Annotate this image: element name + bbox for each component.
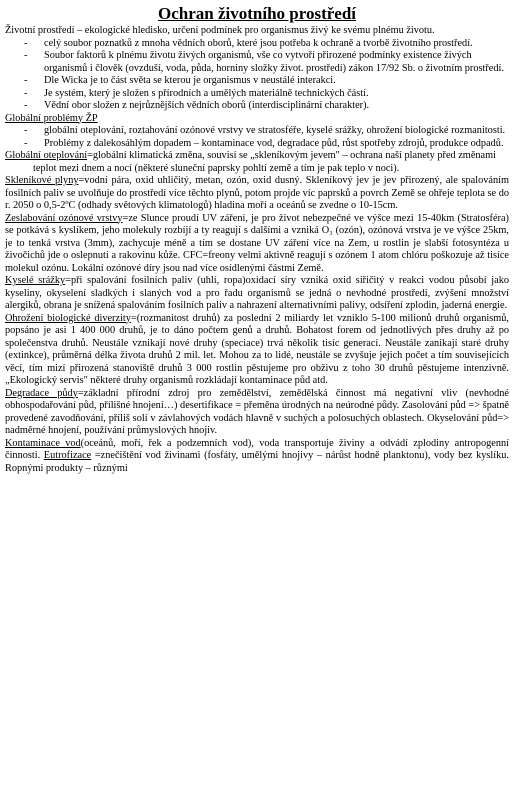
section-soil-degradation: Degradace půdy=základní přírodní zdroj pro zemědělství, zemědělská činnost má negativní vliv (nevhodné obhospodařování půd, přílišné hnojení…) desertifikace = přeměna úrodných na neúrodné půdy. Zasolování půd => špatně provedené zavodňování, příliš solí v závlahových vodách hlavně v suchých a polosuchých oblastech. Okyselování půd=> nadměrné hnojení, používání průmyslových hnojiv. [5, 387, 509, 436]
term-ozone-layer: Zeslabování ozónové vrstvy [5, 212, 123, 224]
term-biodiversity: Ohrožení biologické diverzity [5, 312, 131, 324]
term-global-warming: Globální oteplování [5, 150, 88, 161]
term-greenhouse-gases: Skleníkové plyny [5, 175, 79, 186]
term-acid-rain: Kyselé srážky [5, 275, 66, 286]
intro-paragraph: Životní prostředí – ekologické hledisko, určení podmínek pro organismus živý ke svému plnému životu. [5, 25, 435, 36]
list-item: - Problémy z dalekosáhlým dopadem – kontaminace vod, degradace půd, růst spotřeby zdrojů, produkce odpadů. [24, 137, 504, 149]
list-item: - Soubor faktorů k plnému životu živých organismů, vše co vytvoří přirozené podmínky existence živých organismů i člověk (ovzduší, voda, půda, horniny složky život. prostředí) zákon 17/92 Sb. o životním prostředí. [24, 50, 504, 74]
dash-marker: - [24, 37, 28, 49]
global-problems-heading: Globální problémy ŽP [5, 112, 98, 124]
dash-marker: - [24, 75, 28, 86]
intro-list [5, 38, 509, 113]
list-item: - celý soubor poznatků z mnoha vědních oborů, které jsou potřeba k ochraně a tvorbě životního prostředí. [24, 37, 473, 49]
list-item: - globální oteplování, roztahování ozónové vrstvy ve stratosféře, kyselé srážky, ohrožení biologické rozmanitosti. [24, 125, 506, 136]
section-water-contamination: Kontaminace vod(oceánů, moří, řek a podzemních vod), voda transportuje živiny a odvádí zplodiny antropogenní činnosti. Eutrofizace =znečištění vod živinami (fosfáty, umělými hnojivy – nárůst hodně planktonu), vody bez kyslíku. Ropnými produkty – různými [5, 437, 509, 474]
page-title: Ochran životního prostředí [157, 4, 357, 23]
dash-marker: - [24, 137, 28, 149]
section-ozone-layer: Zeslabování ozónové vrstvy=ze Slunce proudí UV záření, je pro život nebezpečné ve výšce mezi 15-40km (Stratosféra) se potkává s kyslíkem, jeho molekuly rozbíjí a ty reagují s dalšími a vzniká O₃ (ozón), ozónová vrstva je ve výšce 25km, je to tenká vrstva (3mm), zachycuje méně a tím se dostane UV záření více na Zem, u rostlin je slabší fotosyntéza u živočichů jde o oslepnutí a rakovinu kůže. CFC=freony velmi aktivně reagují s ozónem 1 atom chlóru poškozuje až tisíce molekul ozónu. Lokální ozónové díry jsou nad více osídlenými částmi Země. [5, 212, 509, 274]
term-soil-degradation: Degradace půdy [5, 387, 78, 399]
section-biodiversity: Ohrožení biologické diverzity=(rozmanitost druhů) za poslední 2 miliardy let vzniklo 5-100 milionů druhů organismů, popsáno je asi 1 400 000 druhů, je to dáno počtem genů a druhů. Bohatost forem od jednotlivých přes druhy až po společenstva druhů. Neustále vznikají nové druhy (speciace) trvá několik tisíc generací. Neustále zanikají staré druhy (extinkce), průměrná délka života druhů 2 mil. let. Mohou za to lidé, neustále se zvyšuje jejich počet a tím souvisejících věcí, tím mizí přirozená stanoviště druhů 3 000 rostlin pěstujeme pro obživu z toho 30 druhů pěstujeme intenzivně. „Ekologický servis" některé druhy organismů rozkládají kontaminace půd atd. [5, 312, 509, 386]
dash-marker: - [24, 87, 28, 99]
dash-marker: - [24, 100, 28, 111]
list-item: - Dle Wicka je to část světa se kterou je organismus v neustálé interakci. [24, 75, 336, 86]
list-item: - Vědní obor složen z nejrůznějších vědních oborů (interdisciplinární charakter). [24, 100, 370, 111]
dash-marker: - [24, 125, 28, 136]
term-water-contamination: Kontaminace vod [5, 437, 81, 449]
section-acid-rain: Kyselé srážky=při spalování fosilních paliv (uhlí, ropa)oxidací síry vzniká oxid siřičitý v reakci vodou působí jako kyseliny, okyselení sladkých i slaných vod a pro řadu organismů se jedná o nevhodné prostředí, zvýšení množství alergiků, obrana je snížená spalováním fosilních paliv a nahrazení alternativními palivy, odsíření zplodin, jaderná energie. [5, 275, 510, 311]
term-eutrophication: Eutrofizace [43, 450, 92, 461]
list-item: - Je systém, který je složen s přírodních a umělých materiálně technických částí. [24, 87, 369, 99]
global-problems-list [5, 125, 509, 150]
section-global-warming: Globální oteplování=globální klimatická změna, souvisí se „skleníkovým jevem" – ochrana naší planety před změnami teplot mezi dnem a nocí (některé sluneční paprsky pohltí země a tím je pak teplo v noci). [5, 150, 496, 174]
dash-marker: - [24, 50, 28, 61]
section-greenhouse-gases: Skleníkové plyny=vodní pára, oxid uhličitý, metan, ozón, oxid dusný. Skleníkový jev je jev přirozený, ale spalováním fosilních paliv se uvolňuje do prostředí více těchto plynů, potom projde víc paprsků a povrch Země se ohřeje teplota se do r. 2050 o 0,5-2ºC (odhady světových klimatologů) hladina moří a oceánů se zvedne o 10-15cm. [5, 175, 509, 211]
